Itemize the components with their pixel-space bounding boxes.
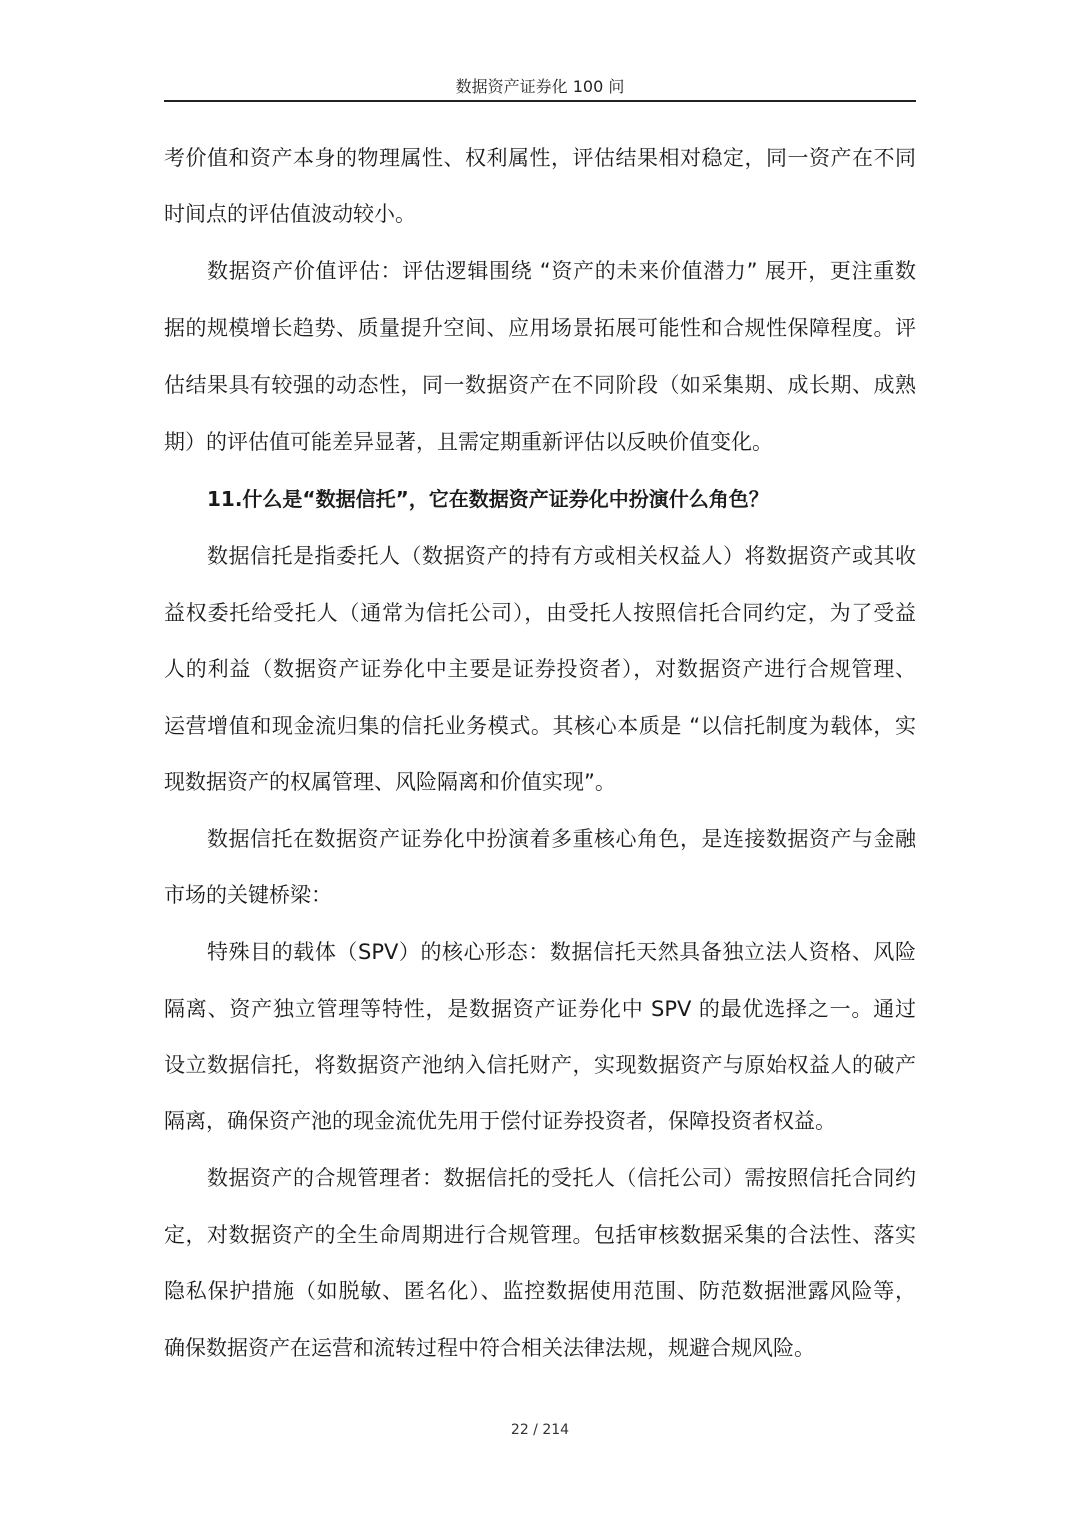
body-text-line: 特殊目的载体（SPV）的核心形态：数据信托天然具备独立法人资格、风险 bbox=[207, 940, 916, 964]
body-text-line: 市场的关键桥梁： bbox=[164, 883, 332, 907]
body-text-line: 设立数据信托，将数据资产池纳入信托财产，实现数据资产与原始权益人的破产 bbox=[164, 1053, 916, 1077]
body-text-line: 隔离，确保资产池的现金流优先用于偿付证券投资者，保障投资者权益。 bbox=[164, 1109, 836, 1133]
body-text-line: 数据资产价值评估：评估逻辑围绕 “资产的未来价值潜力” 展开，更注重数 bbox=[207, 259, 916, 283]
body-text-line: 估结果具有较强的动态性，同一数据资产在不同阶段（如采集期、成长期、成熟 bbox=[164, 373, 916, 397]
body-text-line: 确保数据资产在运营和流转过程中符合相关法律法规，规避合规风险。 bbox=[164, 1336, 815, 1360]
body-text-line: 运营增值和现金流归集的信托业务模式。其核心本质是 “以信托制度为载体，实 bbox=[164, 714, 916, 738]
body-text-line: 益权委托给受托人（通常为信托公司），由受托人按照信托合同约定，为了受益 bbox=[164, 601, 916, 625]
body-text-line: 定，对数据资产的全生命周期进行合规管理。包括审核数据采集的合法性、落实 bbox=[164, 1223, 916, 1247]
body-text-line: 期）的评估值可能差异显著，且需定期重新评估以反映价值变化。 bbox=[164, 430, 773, 454]
body-text-line: 数据信托是指委托人（数据资产的持有方或相关权益人）将数据资产或其收 bbox=[207, 544, 916, 568]
body-text-line: 隐私保护措施（如脱敏、匿名化）、监控数据使用范围、防范数据泄露风险等， bbox=[164, 1279, 916, 1303]
question-heading: 11.什么是“数据信托”，它在数据资产证券化中扮演什么角色？ bbox=[207, 487, 769, 511]
running-header-title: 数据资产证券化 100 问 bbox=[455, 77, 625, 96]
body-text-line: 数据信托在数据资产证券化中扮演着多重核心角色，是连接数据资产与金融 bbox=[207, 827, 916, 851]
body-text-line: 现数据资产的权属管理、风险隔离和价值实现”。 bbox=[164, 770, 616, 794]
body-text-line: 数据资产的合规管理者：数据信托的受托人（信托公司）需按照信托合同约 bbox=[207, 1166, 916, 1190]
body-text-line: 据的规模增长趋势、质量提升空间、应用场景拓展可能性和合规性保障程度。评 bbox=[164, 316, 916, 340]
body-text-line: 人的利益（数据资产证券化中主要是证券投资者），对数据资产进行合规管理、 bbox=[164, 657, 916, 681]
body-text-line: 隔离、资产独立管理等特性，是数据资产证券化中 SPV 的最优选择之一。通过 bbox=[164, 997, 916, 1021]
body-text-line: 考价值和资产本身的物理属性、权利属性，评估结果相对稳定，同一资产在不同 bbox=[164, 146, 916, 170]
body-text-line: 时间点的评估值波动较小。 bbox=[164, 202, 416, 226]
header-divider bbox=[164, 100, 916, 102]
page-number: 22 / 214 bbox=[510, 1422, 570, 1438]
